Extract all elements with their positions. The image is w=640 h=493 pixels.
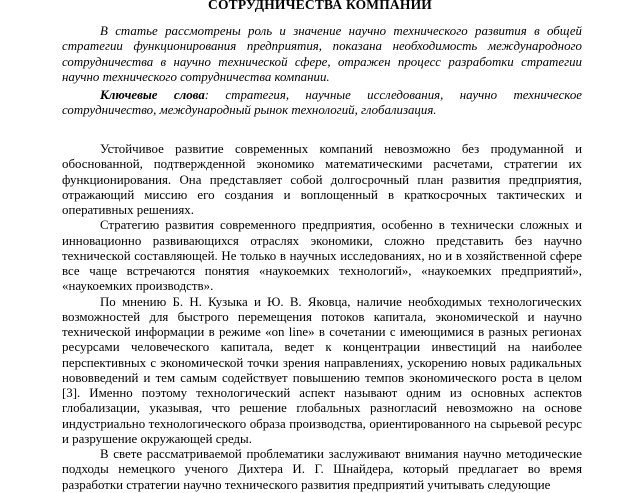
article-body	[62, 142, 582, 493]
body-paragraph: В свете рассматриваемой проблематики заслуживают внимания научно методические подходы немецкого ученого Дихтера И. Г. Шнайдера, который предлагает во время разработки стратегии научно технического развития предприятий учитывать следующие	[62, 447, 582, 492]
article-title: СОТРУДНИЧЕСТВА КОМПАНИИ	[208, 0, 432, 12]
body-paragraph: Устойчивое развитие современных компаний невозможно без продуманной и обоснованной, подтвержденной экономико математическими расчетами, стратегии их функционирования. Она представляет собой долгосрочный план развития предприятия, отражающий миссию его создания и воплощенный в краткосрочных тактических и оперативных решениях.	[62, 142, 582, 217]
body-paragraph: Стратегию развития современного предприятия, особенно в технически сложных и инновационно развивающихся отраслях экономики, сложно представить без научно технической составляющей. Не только в научных исследованиях, но и в хозяйственной сфере все чаще встречаются понятия «наукоемких технологий», «наукоемких предприятий», «наукоемких производств».	[62, 218, 582, 294]
abstract-paragraph: В статье рассмотрены роль и значение научно технического развития в общей стратегии функционирования предприятия, показана необходимость международного сотрудничества в научно технической сфере, отражен процесс разработки стратегии научно технического сотрудничества компании.	[62, 24, 582, 84]
body-paragraph: По мнению Б. Н. Кузыка и Ю. В. Яковца, наличие необходимых технологических возможностей для быстрого перемещения потоков капитала, экономической и научно технической информации в режиме «on line» в сочетании с имеющимися в разных регионах ресурсами человеческого капитала, ведет к концентрации инвестиций на наиболее перспективных с экономической точки зрения направлениях, ускорению новых радикальных нововведений и тем самым содействует повышению темпов экономического роста в целом [3]. Именно поэтому технологический аспект называют одним из основных аспектов глобализации, указывая, что решение глобальных разногласий невозможно на основе индустриально технологического образа производства, ориентированного на сырьевой ресурс и разрушение окружающей среды.	[62, 294, 582, 446]
keywords-label: Ключевые слова	[100, 88, 205, 102]
keywords-paragraph	[62, 88, 582, 119]
keywords-separator: :	[204, 88, 210, 102]
keywords-text: стратегия, научные исследования, научно техническое сотрудничество, международный рынок технологий, глобализация.	[62, 88, 582, 118]
